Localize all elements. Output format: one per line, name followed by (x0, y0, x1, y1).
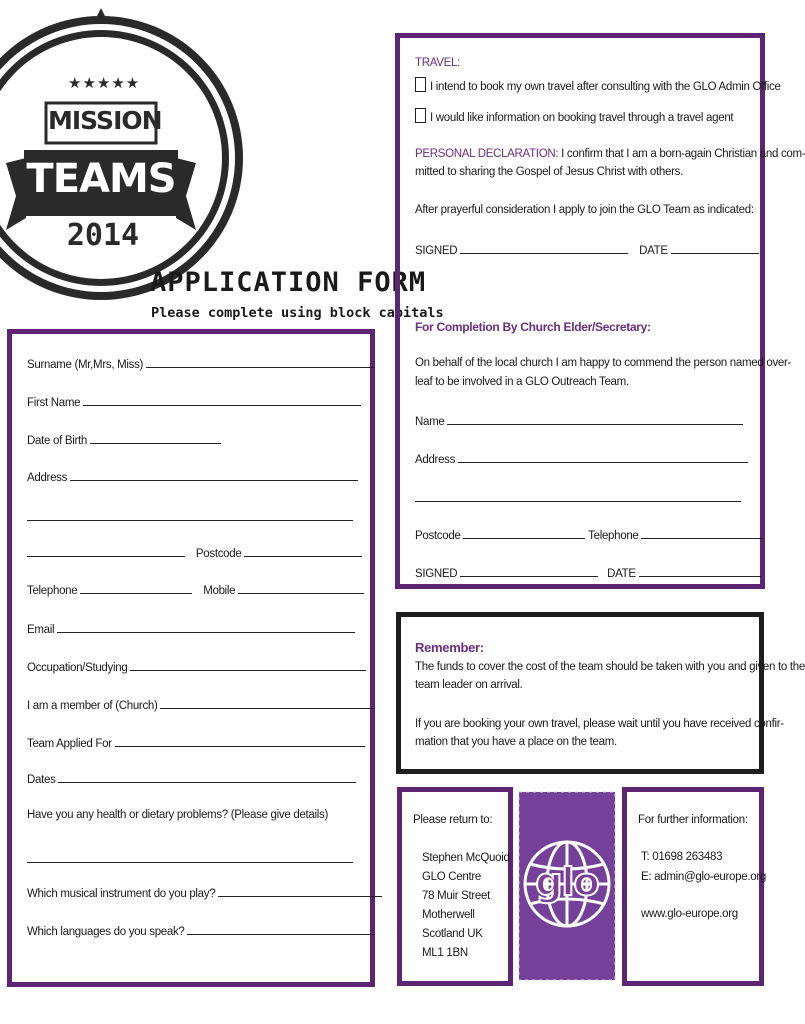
firstname-label: First Name (27, 397, 81, 409)
occupation-row (27, 659, 366, 674)
telephone-label: Telephone (27, 585, 78, 597)
return-heading: Please return to: (413, 814, 493, 826)
instrument-field[interactable] (218, 885, 382, 897)
travel-heading: TRAVEL: (415, 57, 460, 69)
applicant-date-field[interactable] (671, 242, 759, 254)
languages-row (27, 923, 375, 938)
elder-telephone-label: Telephone (588, 530, 639, 542)
elder-name-field[interactable] (447, 413, 743, 425)
return-line-3: 78 Muir Street (422, 890, 491, 902)
prayer-statement: After prayerful consideration I apply to join the GLO Team as indicated: (415, 204, 754, 216)
team-label: Team Applied For (27, 738, 112, 750)
telephone-field[interactable] (80, 582, 192, 594)
elder-postcode-field[interactable] (463, 527, 585, 539)
declaration-text-2: mitted to sharing the Gospel of Jesus Christ with others. (415, 166, 683, 178)
email-label: Email (27, 624, 55, 636)
church-label: I am a member of (Church) (27, 700, 158, 712)
postcode-row (27, 545, 362, 560)
elder-address-label: Address (415, 454, 456, 466)
elder-name-label: Name (415, 416, 445, 428)
return-line-1: Stephen McQuoid (422, 852, 510, 864)
occupation-field[interactable] (130, 659, 366, 671)
health-field[interactable] (27, 862, 353, 863)
firstname-field[interactable] (83, 394, 361, 406)
remember-text-2: team leader on arrival. (415, 679, 523, 691)
church-row (27, 697, 374, 712)
elder-text-2: leaf to be involved in a GLO Outreach Team. (415, 376, 629, 388)
badge-stars: ★★★★★ (68, 75, 141, 92)
form-subtitle: Please complete using block capitals (151, 305, 444, 321)
address-row (27, 469, 358, 484)
instrument-label: Which musical instrument do you play? (27, 888, 216, 900)
elder-name-row (415, 413, 743, 428)
elder-signed-label: SIGNED (415, 568, 458, 580)
address-field[interactable] (70, 469, 358, 481)
travel-option-own-label: I intend to book my own travel after consulting with the GLO Admin Office (430, 81, 781, 93)
remember-panel (396, 612, 764, 774)
mobile-field[interactable] (238, 582, 364, 594)
elder-postcode-row (415, 527, 763, 542)
travel-option-agent-label: I would like information on booking travel through a travel agent (430, 112, 734, 124)
remember-text-1: The funds to cover the cost of the team should be taken with you and given to the (415, 661, 805, 673)
info-phone: T: 01698 263483 (641, 851, 723, 863)
form-title: APPLICATION FORM (150, 267, 427, 298)
postcode-field[interactable] (244, 545, 362, 557)
occupation-label: Occupation/Studying (27, 662, 128, 674)
church-field[interactable] (160, 697, 374, 709)
firstname-row (27, 394, 361, 409)
team-row (27, 735, 365, 750)
address-label: Address (27, 472, 68, 484)
return-line-2: GLO Centre (422, 871, 481, 883)
dates-label: Dates (27, 774, 56, 786)
return-line-6: ML1 1BN (422, 947, 468, 959)
applicant-signature-field[interactable] (460, 242, 628, 254)
mission-teams-badge (6, 8, 196, 308)
remember-text-3: If you are booking your own travel, please wait until you have received confir- (415, 718, 784, 730)
dob-field[interactable] (90, 432, 221, 444)
elder-date-field[interactable] (639, 565, 761, 577)
elder-telephone-field[interactable] (641, 527, 763, 539)
dates-field[interactable] (58, 771, 356, 783)
applicant-date-label: DATE (639, 245, 668, 257)
team-field[interactable] (115, 735, 365, 747)
elder-address-row (415, 451, 748, 466)
dob-row (27, 432, 221, 447)
elder-postcode-label: Postcode (415, 530, 461, 542)
email-row (27, 621, 355, 636)
info-heading: For further information: (638, 814, 748, 826)
elder-signature-field[interactable] (460, 565, 598, 577)
return-line-5: Scotland UK (422, 928, 483, 940)
elder-address-field-2[interactable] (415, 501, 741, 502)
return-line-4: Motherwell (422, 909, 475, 921)
applicant-signature-row (415, 242, 759, 257)
remember-text-4: mation that you have a place on the team. (415, 736, 617, 748)
phone-row (27, 582, 364, 597)
dob-label: Date of Birth (27, 435, 88, 447)
elder-text-1: On behalf of the local church I am happy to commend the person named over- (415, 357, 792, 369)
own-travel-checkbox[interactable] (415, 77, 426, 92)
travel-option-agent[interactable] (415, 108, 733, 124)
badge-mission: MISSION (48, 106, 162, 135)
travel-option-own[interactable] (415, 77, 781, 93)
agent-travel-checkbox[interactable] (415, 108, 426, 123)
elder-heading: For Completion By Church Elder/Secretary: (415, 320, 651, 334)
address-field-2[interactable] (27, 520, 353, 521)
glo-logo-text: glo (535, 860, 599, 904)
elder-date-label: DATE (607, 568, 636, 580)
elder-signature-row (415, 565, 761, 580)
badge-year: 2014 (66, 218, 140, 253)
surname-row (27, 356, 375, 371)
info-email[interactable]: E: admin@glo-europe.org (641, 871, 766, 883)
declaration-line-1 (415, 148, 805, 160)
address-field-3[interactable] (27, 545, 185, 557)
elder-address-field[interactable] (458, 451, 748, 463)
applicant-signed-label: SIGNED (415, 245, 458, 257)
declaration-label: PERSONAL DECLARATION: (415, 148, 559, 160)
remember-heading: Remember: (415, 640, 484, 655)
surname-field[interactable] (146, 356, 375, 368)
dates-row (27, 771, 356, 786)
surname-label: Surname (Mr,Mrs, Miss) (27, 359, 144, 371)
declaration-text-1: I confirm that I am a born-again Christian and com- (558, 148, 805, 160)
glo-logo (519, 792, 615, 980)
languages-label: Which languages do you speak? (27, 926, 185, 938)
info-website[interactable]: www.glo-europe.org (641, 908, 738, 920)
badge-teams: TEAMS (26, 156, 176, 202)
health-label: Have you any health or dietary problems? (Please give details) (27, 809, 329, 821)
languages-field[interactable] (187, 923, 375, 935)
email-field[interactable] (57, 621, 355, 633)
mobile-label: Mobile (203, 585, 236, 597)
postcode-label: Postcode (195, 548, 242, 560)
instrument-row (27, 885, 382, 900)
